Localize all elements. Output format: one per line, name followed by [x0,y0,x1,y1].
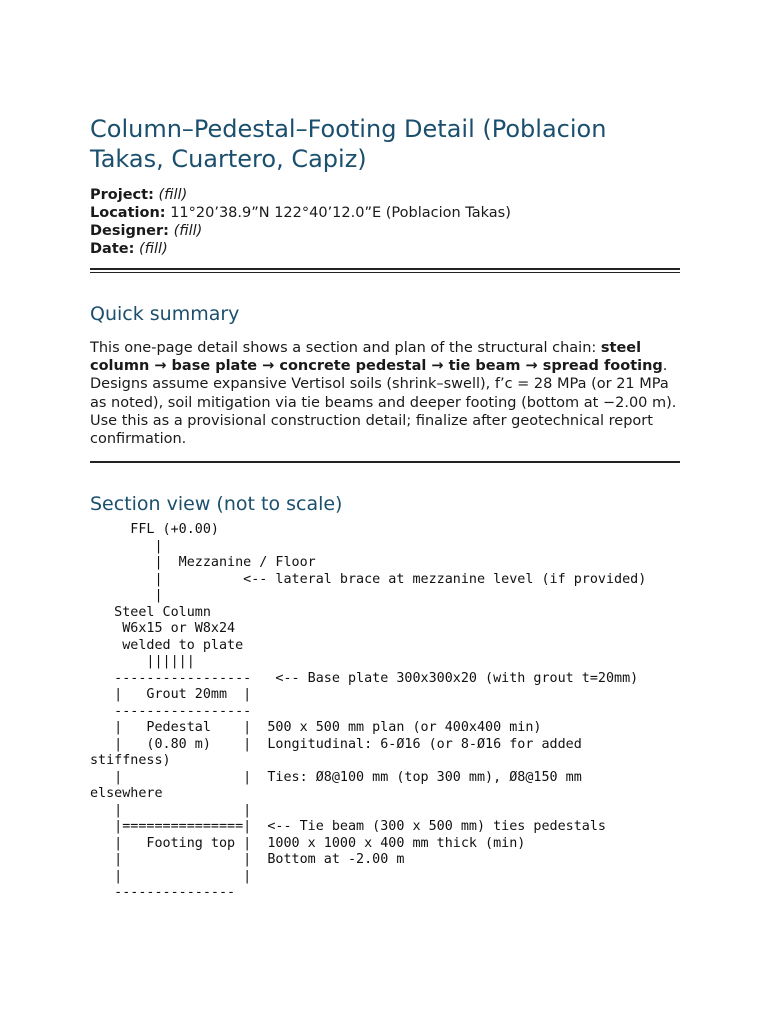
meta-designer-value: (fill) [173,223,203,239]
meta-location-label: Location: [90,205,166,221]
section-view-line: welded to plate [90,637,244,653]
section-view-line: elsewhere [90,786,163,802]
section-view-line: ----------------- <-- Base plate 300x300x20 (with grout t=20mm) [90,670,639,686]
summary-paragraph [90,339,680,448]
section-view-line: | Grout 20mm | [90,687,252,703]
section-view-line: Steel Column [90,604,211,620]
meta-date [90,240,680,258]
section-view-line: | <-- lateral brace at mezzanine level (if provided) [90,571,647,587]
section-view-line: | (0.80 m) | Longitudinal: 6-Ø16 (or 8-Ø16 for added [90,736,582,752]
section-view-line: ----------------- [90,703,252,719]
meta-project-label: Project: [90,187,154,203]
section-view-line: | [90,588,163,604]
section-view-line: | | [90,868,252,884]
section-view-line: | | Ties: Ø8@100 mm (top 300 mm), Ø8@150 mm [90,769,582,785]
summary-text-bold: steel column → base plate → concrete pedestal → tie beam → spread footing [90,340,663,375]
meta-date-value: (fill) [139,241,168,257]
header-divider [90,268,680,273]
project-meta [90,186,680,258]
section-view-line: | [90,538,163,554]
meta-project [90,186,680,204]
section-view-line: |||||| [90,654,195,670]
section-view-line: | Mezzanine / Floor [90,555,316,571]
summary-text-rest: . Designs assume expansive Vertisol soils (shrink–swell), f’c = 28 MPa (or 21 MPa as noted), soil mitigation via tie beams and deeper footing (bottom at −2.00 m). Use this as a provisional construction detail; finalize after geotechnical report confirmation. [90,358,677,448]
section-view-line: stiffness) [90,753,171,769]
section-view-line: |===============| <-- Tie beam (300 x 500 mm) ties pedestals [90,819,606,835]
summary-text-lead: This one-page detail shows a section and plan of the structural chain: [90,340,601,356]
section-view-line: | | Bottom at -2.00 m [90,852,405,868]
document-page [90,114,680,902]
section-view-line: | Footing top | 1000 x 1000 x 400 mm thick (min) [90,835,526,851]
section-view-diagram [90,522,680,902]
section-view-line: --------------- [90,885,236,901]
meta-project-value: (fill) [158,187,188,203]
section-view-heading: Section view (not to scale) [90,493,343,516]
page-title: Column–Pedestal–Footing Detail (Poblacion Takas, Cuartero, Capiz) [90,115,607,173]
section-view-line: FFL (+0.00) [90,522,219,538]
meta-designer [90,222,680,240]
meta-location-value: 11°20’38.9”N 122°40’12.0”E (Poblacion Takas) [170,205,511,221]
summary-heading: Quick summary [90,303,240,325]
section-view-line: | Pedestal | 500 x 500 mm plan (or 400x400 min) [90,720,542,736]
summary-divider [90,461,680,463]
meta-date-label: Date: [90,241,135,257]
meta-location [90,204,680,222]
section-view-line: | | [90,802,252,818]
section-view-line: W6x15 or W8x24 [90,621,236,637]
meta-designer-label: Designer: [90,223,169,239]
